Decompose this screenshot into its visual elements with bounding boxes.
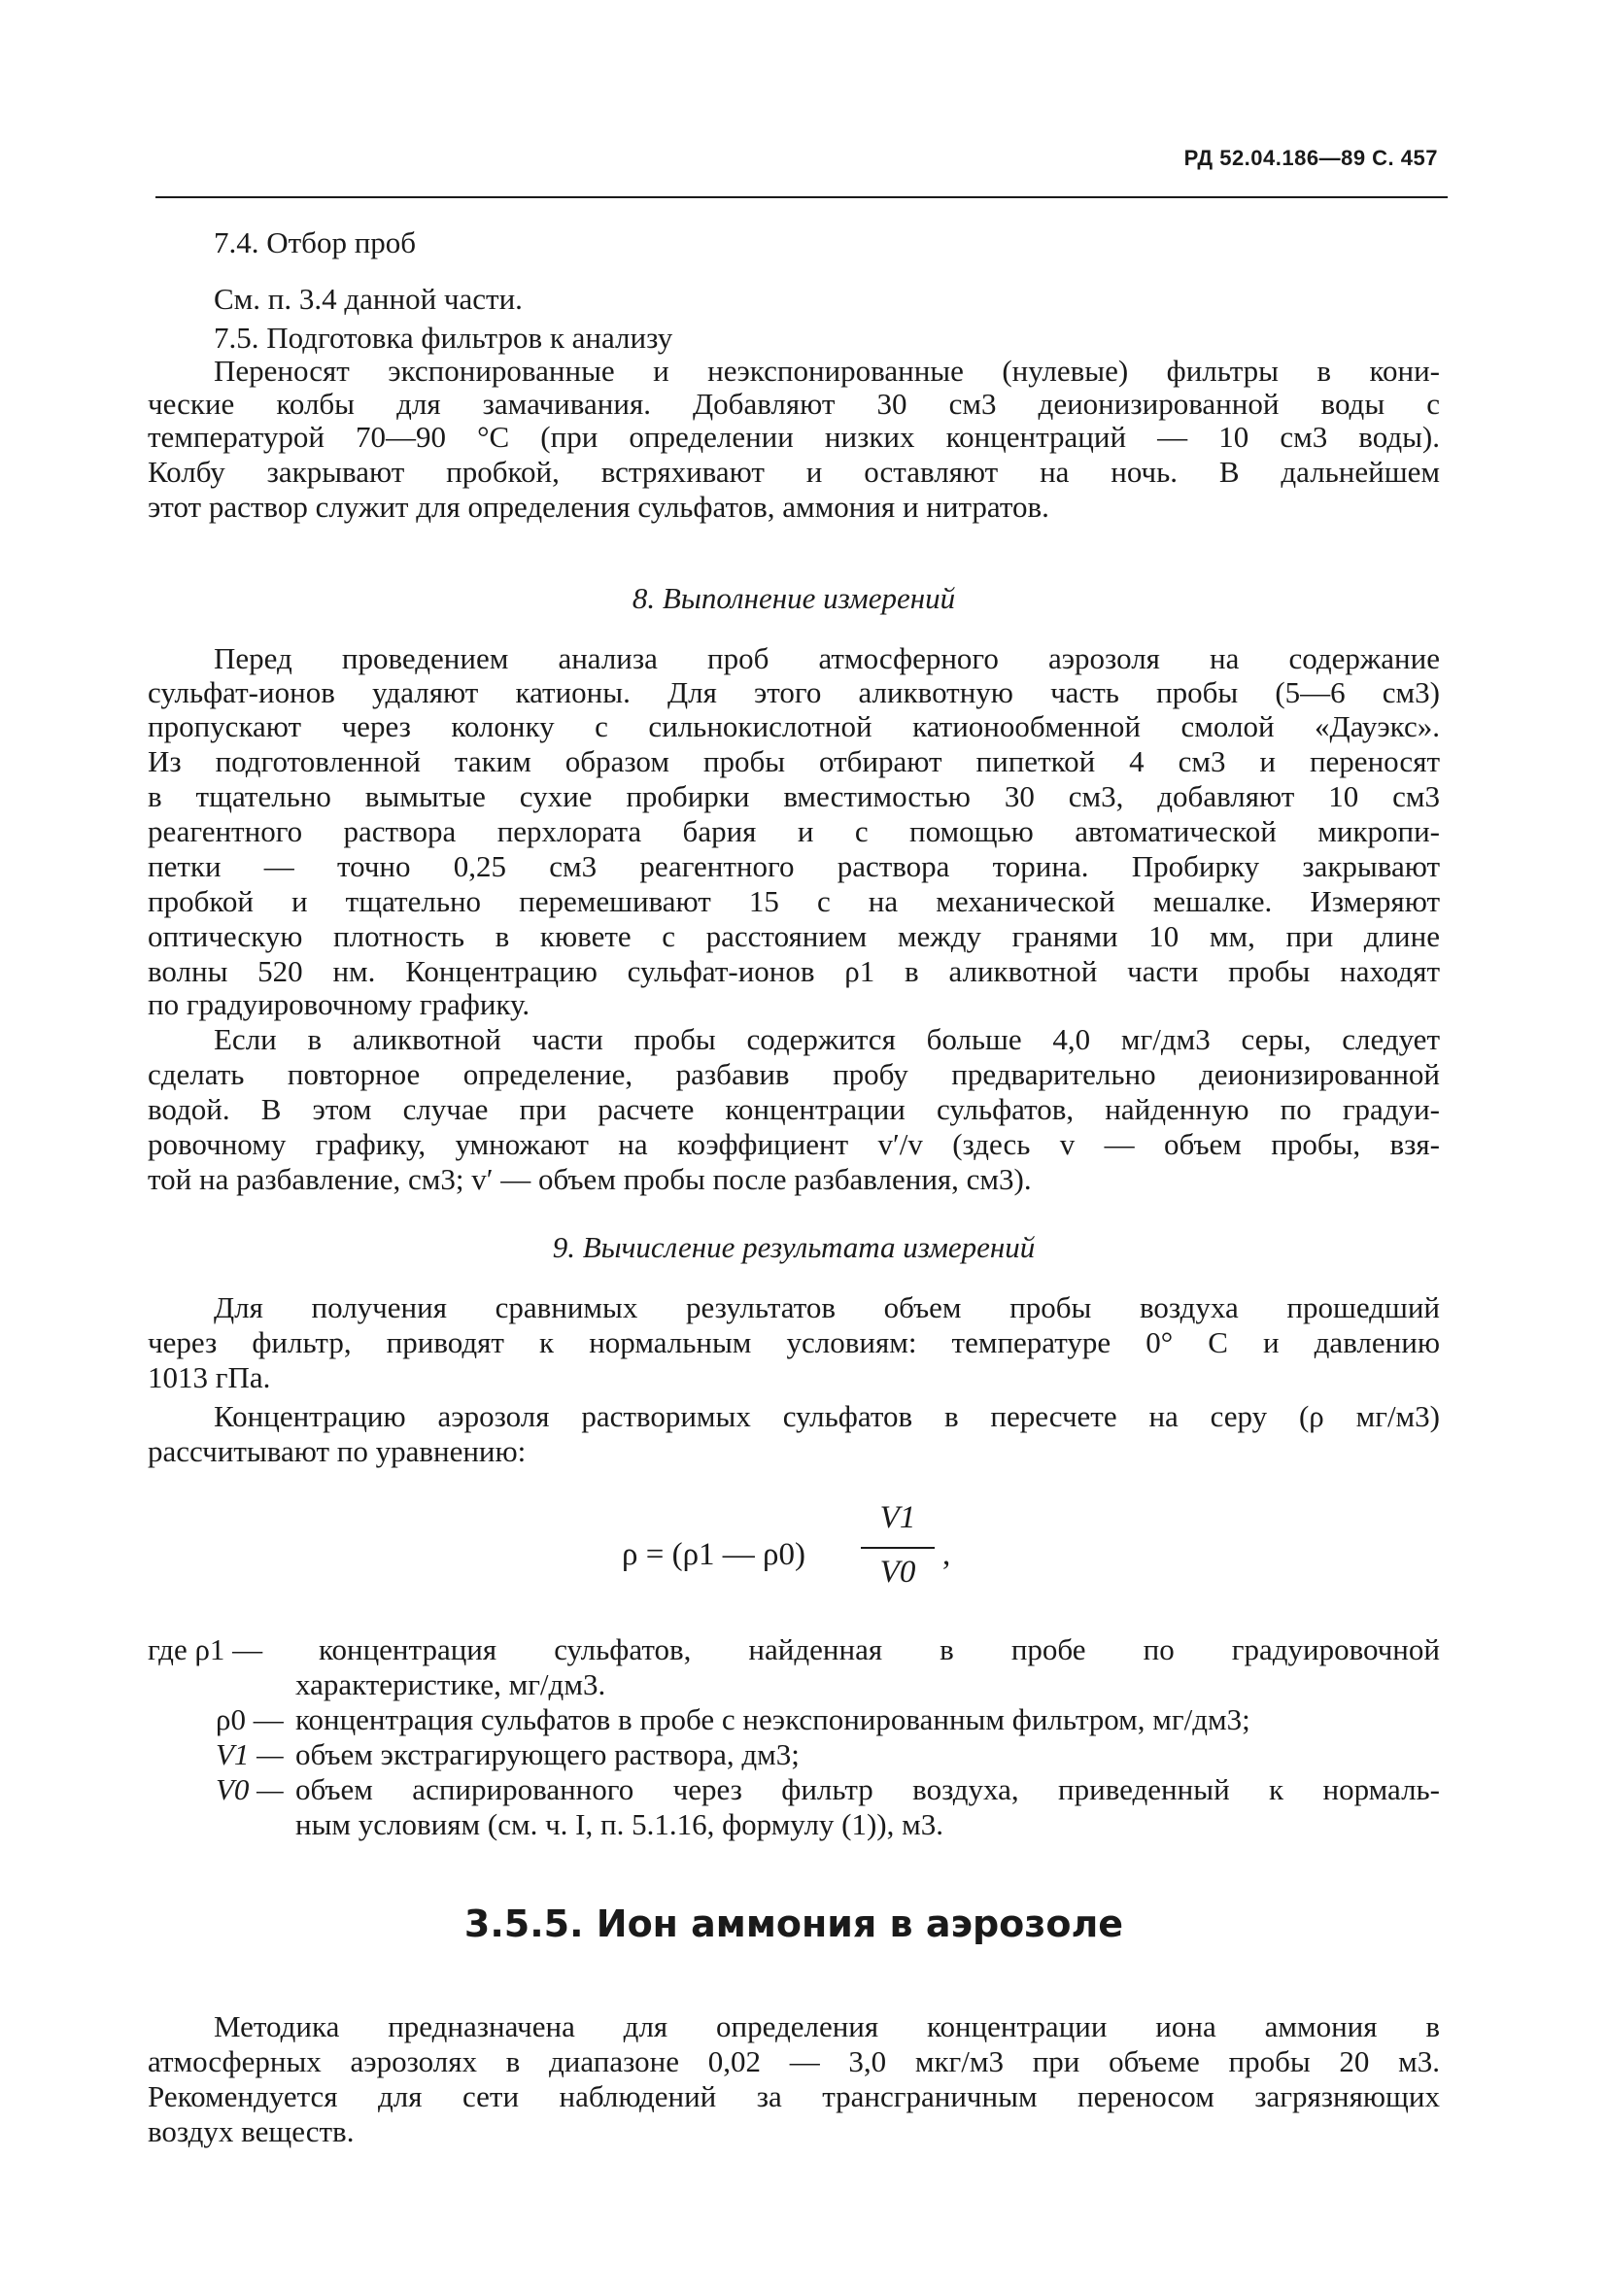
section-8-p1-line: пропускают через колонку с сильнокислотной катионообменной смолой «Дауэкс».	[148, 709, 1440, 743]
section-9-p2-line: Концентрацию аэрозоля растворимых сульфатов в пересчете на серу (ρ мг/м3)	[214, 1399, 1440, 1433]
section-8-p1-line: Перед проведением анализа проб атмосферного аэрозоля на содержание	[214, 641, 1440, 675]
section-8-p2-line: ровочному графику, умножают на коэффициент v′/v (здесь v — объем пробы, взя-	[148, 1127, 1440, 1161]
running-head: РД 52.04.186—89 С. 457	[1183, 146, 1438, 170]
section-7-5-line: Колбу закрывают пробкой, встряхивают и оставляют на ночь. В дальнейшем	[148, 455, 1440, 489]
def-text-line: объем экстрагирующего раствора, дм3;	[295, 1737, 800, 1771]
section-8-p1-line: волны 520 нм. Концентрацию сульфат-ионов ρ1 в аликвотной части пробы находят	[148, 954, 1440, 988]
section-8-p2-line: водой. В этом случае при расчете концентрации сульфатов, найденную по градуи-	[148, 1092, 1440, 1126]
def-symbol: где ρ1 —	[148, 1632, 263, 1666]
section-9-title: 9. Вычисление результата измерений	[552, 1230, 1036, 1264]
def-symbol: ρ0 —	[216, 1702, 284, 1736]
formula-denominator: V0	[879, 1555, 916, 1590]
section-3-5-5-line: воздух веществ.	[148, 2114, 355, 2148]
section-8-p1-line: по градуировочному графику.	[148, 987, 530, 1021]
def-text-line: концентрация сульфатов, найденная в пробе по градуировочной	[319, 1632, 1440, 1666]
fraction-bar	[861, 1547, 935, 1549]
def-text-line: объем аспирированного через фильтр воздуха, приведенный к нормаль-	[295, 1772, 1440, 1806]
section-8-p1-line: Из подготовленной таким образом пробы отбирают пипеткой 4 см3 и переносят	[148, 744, 1440, 778]
section-8-p1-line: сульфат-ионов удаляют катионы. Для этого аликвотную часть пробы (5—6 см3)	[148, 675, 1440, 709]
section-7-5-line: Переносят экспонированные и неэкспонированные (нулевые) фильтры в кони-	[214, 354, 1440, 388]
section-7-4-title: 7.4. Отбор проб	[214, 225, 417, 259]
section-7-5-line: температурой 70—90 °С (при определении низких концентраций — 10 см3 воды).	[148, 420, 1440, 454]
header-rule	[155, 196, 1448, 198]
def-text-line: концентрация сульфатов в пробе с неэкспонированным фильтром, мг/дм3;	[295, 1702, 1250, 1736]
section-8-title: 8. Выполнение измерений	[632, 581, 956, 615]
sulfate-formula	[602, 1500, 991, 1617]
section-8-p1-line: оптическую плотность в кювете с расстоянием между гранями 10 мм, при длине	[148, 919, 1440, 953]
section-8-p1-line: пробкой и тщательно перемешивают 15 с на механической мешалке. Измеряют	[148, 884, 1440, 918]
section-3-5-5-line: Методика предназначена для определения концентрации иона аммония в	[214, 2009, 1440, 2043]
section-9-p1-line: Для получения сравнимых результатов объем пробы воздуха прошедший	[214, 1290, 1440, 1324]
formula-comma: ,	[942, 1537, 951, 1572]
section-8-p2-line: сделать повторное определение, разбавив пробу предварительно деионизированной	[148, 1057, 1440, 1091]
section-8-p2-line: той на разбавление, см3; v′ — объем пробы после разбавления, см3).	[148, 1162, 1032, 1196]
section-7-5-title: 7.5. Подготовка фильтров к анализу	[214, 321, 673, 355]
section-3-5-5-line: атмосферных аэрозолях в диапазоне 0,02 — 3,0 мкг/м3 при объеме пробы 20 м3.	[148, 2044, 1440, 2078]
section-8-p1-line: петки — точно 0,25 см3 реагентного раствора торина. Пробирку закрывают	[148, 849, 1440, 883]
section-7-4-text: См. п. 3.4 данной части.	[214, 282, 523, 316]
section-3-5-5-line: Рекомендуется для сети наблюдений за трансграничным переносом загрязняющих	[148, 2079, 1440, 2113]
def-symbol: V1 —	[216, 1737, 284, 1771]
formula-numerator: V1	[879, 1500, 916, 1535]
def-text-line: ным условиям (см. ч. I, п. 5.1.16, формулу (1)), м3.	[295, 1807, 943, 1841]
section-8-p1-line: в тщательно вымытые сухие пробирки вместимостью 30 см3, добавляют 10 см3	[148, 779, 1440, 813]
section-7-5-line: этот раствор служит для определения сульфатов, аммония и нитратов.	[148, 490, 1049, 524]
section-8-p1-line: реагентного раствора перхлората бария и с помощью автоматической микропи-	[148, 814, 1440, 848]
section-9-p2-line: рассчитывают по уравнению:	[148, 1434, 527, 1468]
section-3-5-5-heading: 3.5.5. Ион аммония в аэрозоле	[463, 1902, 1124, 1945]
section-8-p2-line: Если в аликвотной части пробы содержится больше 4,0 мг/дм3 серы, следует	[214, 1022, 1440, 1056]
formula-lhs: ρ = (ρ1 — ρ0)	[622, 1537, 805, 1572]
def-text-line: характеристике, мг/дм3.	[295, 1667, 606, 1701]
section-9-p1-line: через фильтр, приводят к нормальным условиям: температуре 0° С и давлению	[148, 1325, 1440, 1359]
def-symbol: V0 —	[216, 1772, 284, 1806]
section-9-p1-line: 1013 гПа.	[148, 1360, 271, 1394]
section-7-5-line: ческие колбы для замачивания. Добавляют 30 см3 деионизированной воды с	[148, 387, 1440, 421]
